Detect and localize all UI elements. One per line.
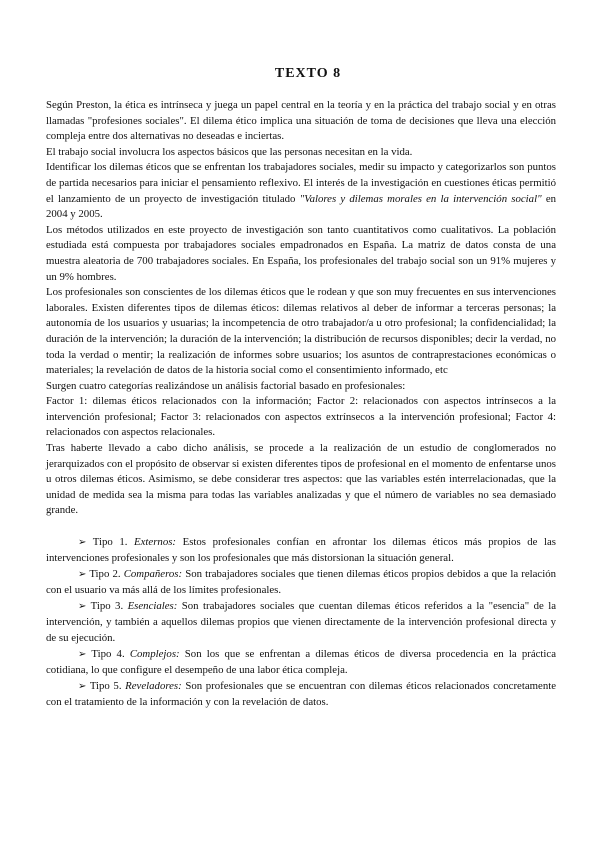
- list-item: [46, 647, 556, 678]
- type-text: Son trabajadores sociales que tienen dilemas éticos propios debidos a que la relación con el usuario va más allá de los límites profesionales.: [46, 568, 557, 596]
- paragraph-trabajo-social: El trabajo social involucra los aspectos básicos que las personas necesitan en la vida.: [46, 145, 413, 158]
- type-text: Son los que se enfrentan a dilemas éticos de diversa procedencia en la práctica cotidiana, lo que configure el desempeño de una labor ética compleja.: [46, 648, 556, 676]
- arrow-bullet-icon: ➢: [78, 601, 87, 613]
- document-body: [46, 98, 556, 519]
- type-text: Son trabajadores sociales que cuentan dilemas éticos referidos a la "esencia" de la intervención, y también a aquellos dilemas propios que vienen directamente de la intervención profesional directa y de su ejecución.: [46, 600, 556, 644]
- type-label: Tipo 3.: [90, 600, 124, 613]
- type-text: Estos profesionales confían en afrontar los dilemas éticos más propios de las intervenciones profesionales y son los profesionales que más distorsionan la situación general.: [46, 536, 556, 564]
- list-item: [46, 679, 556, 710]
- type-label: Tipo 2.: [89, 568, 121, 581]
- paragraph-categorias: Surgen cuatro categorías realizándose un análisis factorial basado en profesionales:: [46, 379, 406, 392]
- paragraph-text: Identificar los dilemas éticos que se enfrentan los trabajadores sociales, medir su impacto y categorizarlos son puntos de partida necesarios para iniciar el pensamiento reflexivo. El interés de la investigación en cuestiones éticas permitió el lanzamiento de un proyecto de investigación titulado: [46, 161, 556, 205]
- arrow-bullet-icon: ➢: [78, 649, 87, 661]
- arrow-bullet-icon: ➢: [78, 681, 87, 693]
- type-name: Reveladores:: [125, 680, 182, 693]
- paragraph-text: en 2004 y 2005.: [46, 192, 557, 221]
- type-label: Tipo 5.: [89, 680, 122, 693]
- paragraph-conglomerados: Tras haberte llevado a cabo dicho análisis, se procede a la realización de un estudio de conglomerados no jerarquizados con el propósito de observar si existen diferentes tipos de profesional en el momento de enfentarse unos u otros dilemas éticos. Asimismo, se debe considerar tres aspectos: que las variables estén interrelacionadas, que la unidad de medida sea la misma para todas las variables analizadas y que el número de variables no sea demasiado grande.: [46, 442, 556, 517]
- type-label: Tipo 4.: [91, 648, 125, 661]
- paragraph-metodos: Los métodos utilizados en este proyecto de investigación son tanto cuantitativos como cualitativos. La población estudiada está compuesta por trabajadores sociales empadronados en España. La matriz de datos consta de una muestra aleatoria de 700 trabajadores sociales. En España, los profesionales del trabajo social son un 91% mujeres y un 9% hombres.: [46, 223, 556, 283]
- paragraph-dilemas: Los profesionales son conscientes de los dilemas éticos que le rodean y que son muy frecuentes en sus intervenciones laborales. Existen diferentes tipos de dilemas éticos: dilemas relativos al deber de informar a terceras personas; la autonomía de los usuarios y usuarias; la incompetencia de otro trabajador/a u otro profesional; la confidencialidad; la duración de la intervención; la duración de la intervención; la distribución de recursos disponibles; decir la verdad, no toda la verdad o mentir; la realización de informes sobre usuarios; los asuntos de contraprestaciones económicas o materiales; la revelación de datos de la historia social como el consentimiento informado, etc: [46, 286, 556, 377]
- type-name: Esenciales:: [127, 600, 178, 613]
- types-list: [46, 535, 556, 711]
- type-name: Compañeros:: [123, 568, 183, 581]
- paragraph-factores: Factor 1: dilemas éticos relacionados con la información; Factor 2: relacionados con aspectos intrínsecos a la intervención profesional; Factor 3: relacionados con aspectos extrínsecos a la intervención profesional; Factor 4: relacionados con aspectos relacionales.: [46, 395, 556, 439]
- type-name: Complejos:: [129, 648, 180, 661]
- paragraph-identificar: [46, 160, 556, 222]
- project-title: "Valores y dilemas morales en la intervención social": [299, 192, 542, 205]
- list-item: [46, 567, 556, 598]
- arrow-bullet-icon: ➢: [78, 537, 87, 549]
- paragraph-preston: Según Preston, la ética es intrínseca y juega un papel central en la teoría y en la práctica del trabajo social y en otras llamadas "profesiones sociales". El dilema ético implica una situación de toma de decisiones que lleva una elección compleja entre dos alternativas no deseadas e inciertas.: [46, 99, 556, 143]
- type-name: Externos:: [134, 536, 177, 549]
- list-item: [46, 535, 556, 566]
- list-item: [46, 599, 556, 646]
- page-title: TEXTO 8: [274, 66, 342, 81]
- type-label: Tipo 1.: [92, 536, 128, 549]
- type-text: Son profesionales que se encuentran con dilemas éticos relacionados concretamente con el tratamiento de la información y con la revelación de datos.: [46, 680, 557, 708]
- arrow-bullet-icon: ➢: [78, 569, 87, 581]
